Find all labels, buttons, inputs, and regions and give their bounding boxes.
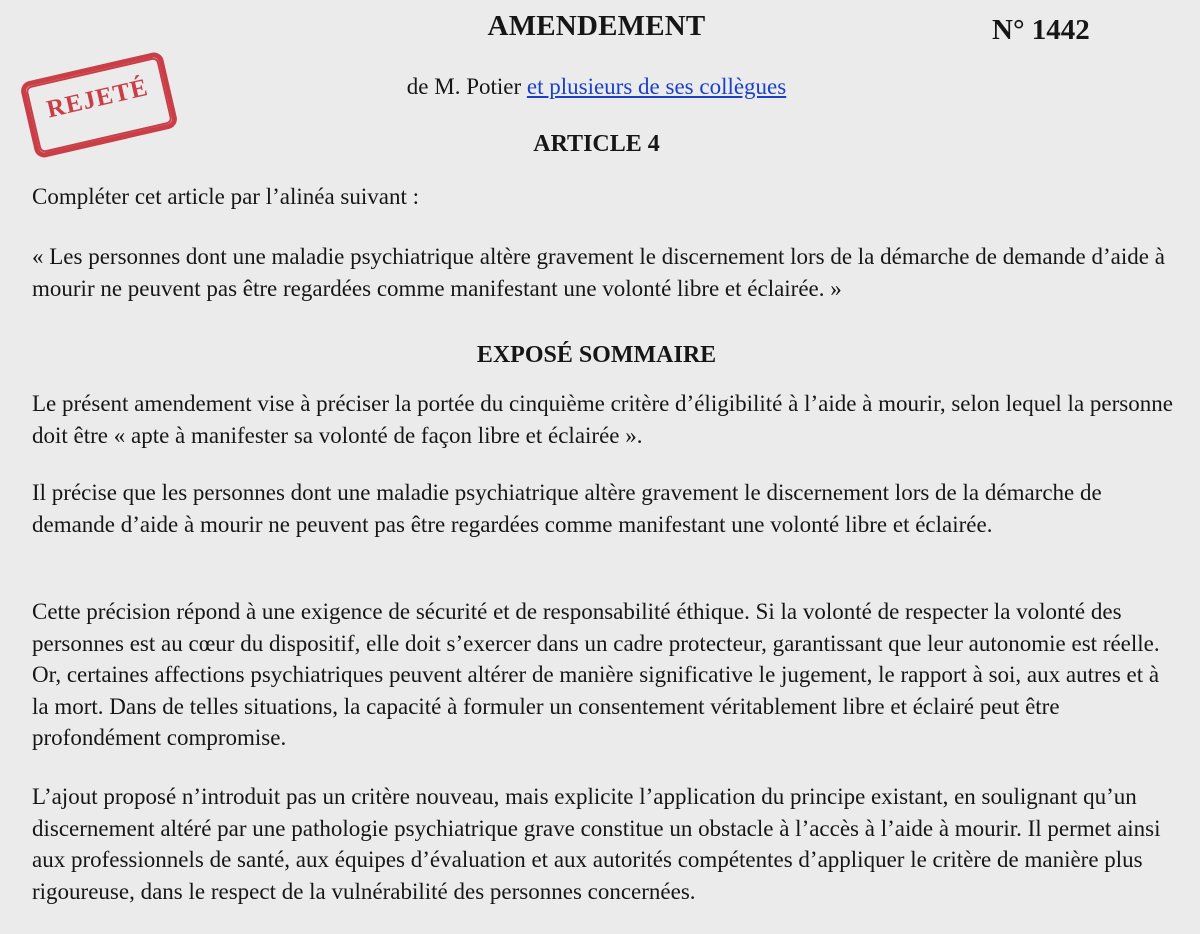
instruction-paragraph: Compléter cet article par l’alinéa suivant : — [32, 184, 420, 209]
authors-prefix: de M. Potier — [406, 74, 527, 99]
summary-paragraph: Il précise que les personnes dont une maladie psychiatrique altère gravement le discernement lors de la démarche de demande d’aide à mourir ne peuvent pas être regardées comme manifestant une volonté libre et éclairée. — [32, 480, 1102, 537]
summary-paragraph: Cette précision répond à une exigence de sécurité et de responsabilité éthique. Si la volonté de respecter la volonté des personnes est au cœur du dispositif, elle doit s’exercer dans un cadre protecteur, garantissant que leur autonomie est réelle. Or, certaines affections psychiatriques peuvent altérer de manière significative le jugement, le rapport à soi, aux autres et à la mort. Dans de telles situations, la capacité à formuler un consentement véritablement libre et éclairé peut être profondément compromise. — [32, 599, 1160, 750]
authors-line — [0, 74, 1193, 100]
amendment-text: « Les personnes dont une maladie psychiatrique altère gravement le discernement lors de la démarche de demande d’aide à mourir ne peuvent pas être regardées comme manifestant une volonté libre et éclairée. » — [32, 244, 1165, 301]
stamp-label: REJETÉ — [44, 73, 151, 124]
article-heading: ARTICLE 4 — [533, 131, 660, 157]
document-title: AMENDEMENT — [487, 10, 706, 42]
summary-paragraph: Le présent amendement vise à préciser la portée du cinquième critère d’éligibilité à l’aide à mourir, selon lequel la personne doit être « apte à manifester sa volonté de façon libre et éclairée ». — [32, 391, 1173, 448]
summary-paragraph: L’ajout proposé n’introduit pas un critère nouveau, mais explicite l’application du principe existant, en soulignant qu’un discernement altéré par une pathologie psychiatrique grave constitue un obstacle à l’accès à l’aide à mourir. Il permet ainsi aux professionnels de santé, aux équipes d’évaluation et aux autorités compétentes d’appliquer le critère de manière plus rigoureuse, dans le respect de la vulnérabilité des personnes concernées. — [32, 784, 1161, 904]
amendment-number: N° 1442 — [992, 14, 1090, 46]
summary-heading: EXPOSÉ SOMMAIRE — [476, 342, 717, 368]
cosigners-link[interactable]: et plusieurs de ses collègues — [526, 74, 787, 99]
